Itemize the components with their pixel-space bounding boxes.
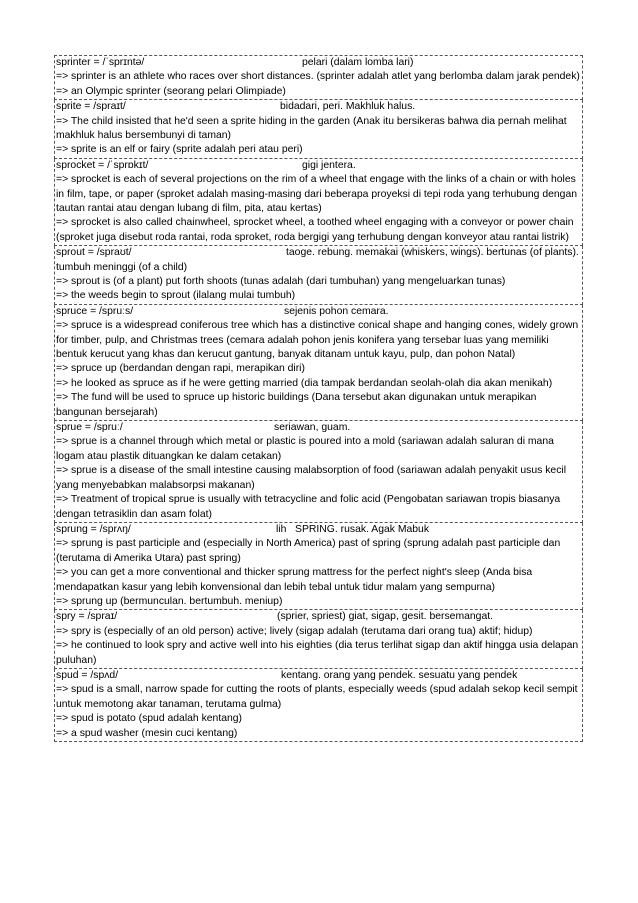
example-line: => you can get a more conventional and thicker sprung mattress for the perfect night's sleep (Anda bisa mendapatkan kasur yang lebih konvensional dan lebih tebal untuk tidur malam yang sempurna) xyxy=(56,567,533,593)
meaning: seriawan, guam. xyxy=(274,422,351,434)
entry-header xyxy=(55,523,582,537)
example-line: => The child insisted that he'd seen a sprite hiding in the garden (Anak itu bersikeras bahwa dia pernah melihat makhluk halus bersembunyi di taman) xyxy=(56,115,567,141)
headword: spry = /spraɪ/ xyxy=(56,611,118,623)
example-line: => an Olympic sprinter (seorang pelari Olimpiade) xyxy=(56,85,286,97)
example-line: => sprinter is an athlete who races over short distances. (sprinter adalah atlet yang berlomba dalam jarak pendek) xyxy=(56,71,580,83)
example-line: => sprout is (of a plant) put forth shoots (tunas adalah (dari tumbuhan) yang mengeluarkan tunas) xyxy=(56,276,506,288)
entry-header xyxy=(55,56,582,70)
entry-header xyxy=(55,159,582,173)
entry-header xyxy=(55,305,582,319)
entry-header xyxy=(55,100,582,114)
example-line: => sprue is a disease of the small intestine causing malabsorption of food (sariawan adalah penyakit usus kecil yang menyebabkan malabsorpsi makanan) xyxy=(56,465,567,491)
dictionary-page xyxy=(54,55,583,742)
example-line: => sprung up (bermunculan. bertumbuh. meniup) xyxy=(56,595,283,607)
entry-sprue xyxy=(54,421,583,523)
entry-header xyxy=(55,610,582,624)
headword: spud = /spʌd/ xyxy=(56,669,119,681)
entry-header xyxy=(55,421,582,435)
entry-sprite xyxy=(54,100,583,159)
entry-sprocket xyxy=(54,159,583,246)
headword: sprinter = /ˈsprɪntə/ xyxy=(56,57,145,68)
meaning: lih SPRING. rusak. Agak Mabuk xyxy=(276,523,430,535)
example-line: => Treatment of tropical sprue is usually with tetracycline and folic acid (Pengobatan sariawan tropis biasanya dengan tetrasiklin dan asam folat) xyxy=(56,494,561,520)
example-line: => spruce up (berdandan dengan rapi, merapikan diri) xyxy=(56,363,305,375)
entry-spruce xyxy=(54,305,583,421)
example-line: => spud is potato (spud adalah kentang) xyxy=(56,713,243,725)
example-line: => sprung is past participle and (especially in North America) past of spring (sprung adalah past participle dan (terutama di Amerika Utara) past spring) xyxy=(56,538,561,564)
meaning: (sprier, spriest) giat, sigap, gesit. bersemangat. xyxy=(277,611,493,623)
example-line: => sprocket is also called chainwheel, sprocket wheel, a toothed wheel engaging with a conveyor or power chain (sproket juga disebut roda rantai, roda sproket, roda bergigi yang terhubung dengan konveyor atau rantai listrik) xyxy=(56,217,574,243)
entry-sprung xyxy=(54,523,583,610)
example-line: => sprue is a channel through which metal or plastic is poured into a mold (sariawan adalah saluran di mana logam atau plastik dituangkan ke dalam cetakan) xyxy=(56,436,554,462)
headword: sprout = /spraʊt/ xyxy=(56,247,132,259)
entry-header xyxy=(55,246,582,275)
headword: sprocket = /ˈsprɒkɪt/ xyxy=(56,159,149,171)
entry-spry xyxy=(54,610,583,669)
meaning: bidadari, peri. Makhluk halus. xyxy=(280,101,416,113)
example-line: => spry is (especially of an old person) active; lively (sigap adalah (terutama dari orang tua) aktif; hidup) xyxy=(56,625,533,637)
headword: sprung = /sprʌŋ/ xyxy=(56,523,131,535)
entry-sprinter xyxy=(54,55,583,100)
meaning: taoge. rebung. memakai (whiskers, wings). bertunas (of plants). tumbuh meninggi (of a child) xyxy=(56,247,579,273)
entry-header xyxy=(55,669,582,683)
example-line: => sprocket is each of several projections on the rim of a wheel that engage with the links of a chain or with holes in film, tape, or paper (sproket adalah masing-masing dari beberapa proyeksi di tepi roda yang terhubung dengan tautan rantai atau dengan lubang di film, pita, atau kertas) xyxy=(56,174,578,215)
example-line: => sprite is an elf or fairy (sprite adalah peri atau peri) xyxy=(56,144,303,156)
meaning: sejenis pohon cemara. xyxy=(284,305,389,317)
example-line: => a spud washer (mesin cuci kentang) xyxy=(56,727,238,739)
meaning: kentang. orang yang pendek. sesuatu yang pendek xyxy=(281,669,518,681)
example-line: => he looked as spruce as if he were getting married (dia tampak berdandan seolah-olah dia akan menikah) xyxy=(56,377,553,389)
example-line: => he continued to look spry and active well into his eighties (dia terus terlihat sigap dan aktif hingga usia delapan puluhan) xyxy=(56,640,579,666)
example-line: => The fund will be used to spruce up historic buildings (Dana tersebut akan digunakan untuk merapikan bangunan bersejarah) xyxy=(56,392,537,418)
meaning: pelari (dalam lomba lari) xyxy=(302,57,414,68)
headword: spruce = /spruːs/ xyxy=(56,305,134,317)
entry-spud xyxy=(54,669,583,742)
entry-sprout xyxy=(54,246,583,305)
meaning: gigi jentera. xyxy=(302,159,356,171)
headword: sprite = /spraɪt/ xyxy=(56,101,126,113)
example-line: => the weeds begin to sprout (ilalang mulai tumbuh) xyxy=(56,290,296,302)
example-line: => spud is a small, narrow spade for cutting the roots of plants, especially weeds (spud adalah sekop kecil sempit untuk memotong akar tanaman, terutama gulma) xyxy=(56,684,578,710)
example-line: => spruce is a widespread coniferous tree which has a distinctive conical shape and hanging cones, widely grown for timber, pulp, and Christmas trees (cemara adalah pohon jenis konifera yang tersebar luas yang memiliki bentuk kerucut yang khas dan kerucut gantung, banyak ditanam untuk kayu, pulp, dan pohon Natal) xyxy=(56,320,579,361)
headword: sprue = /spruː/ xyxy=(56,422,123,434)
